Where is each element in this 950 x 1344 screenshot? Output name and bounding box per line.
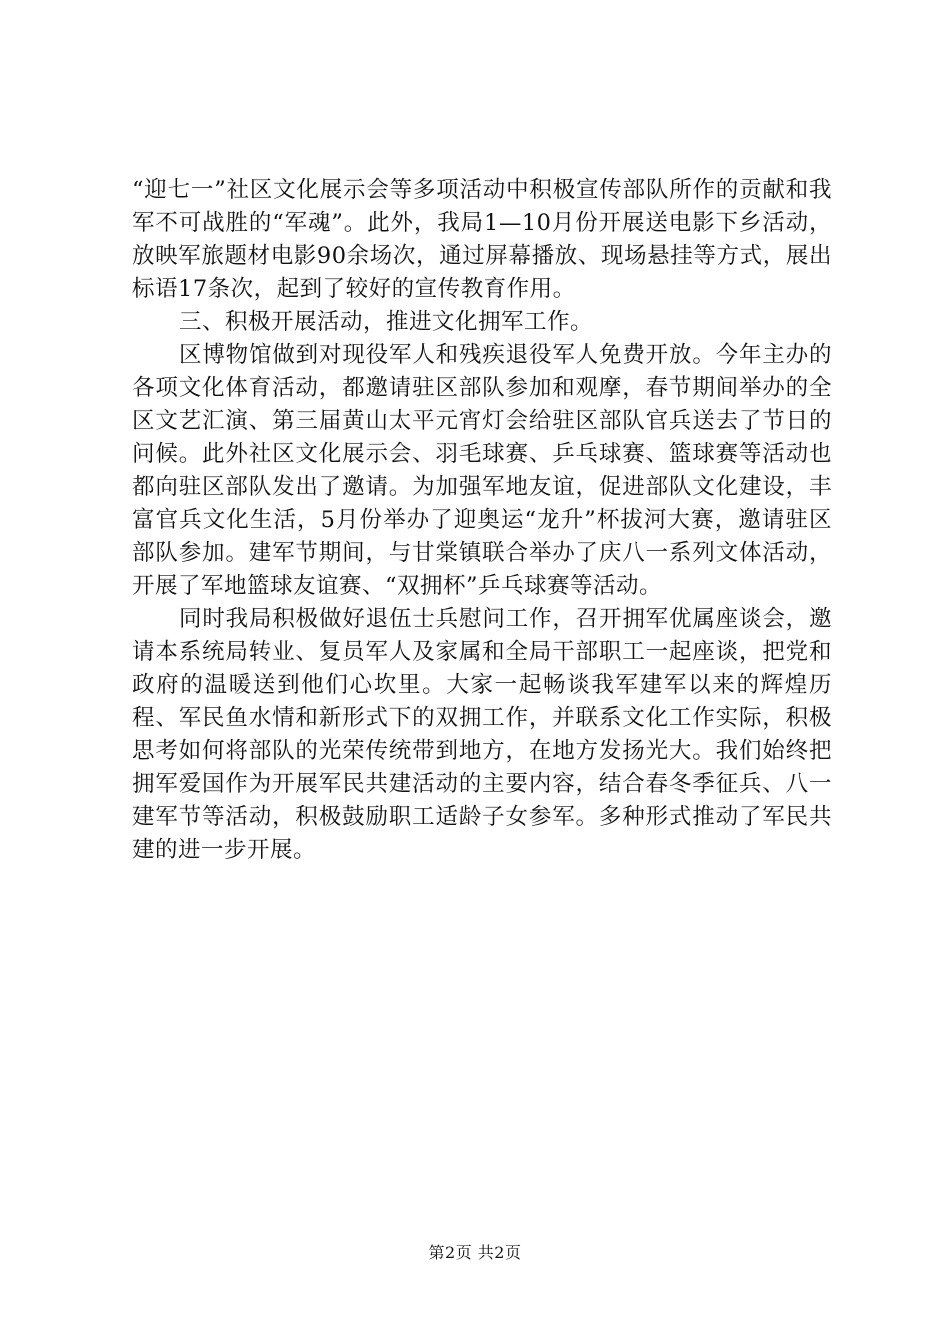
page-number-footer: 第2页 共2页 [428, 1243, 522, 1262]
section-heading: 三、积极开展活动，推进文化拥军工作。 [179, 309, 594, 335]
paragraph-veterans: 同时我局积极做好退伍士兵慰问工作，召开拥军优属座谈会，邀请本系统局转业、复员军人及家属和全局干部职工一起座谈，把党和政府的温暖送到他们心坎里。大家一起畅谈我军建军以来的辉煌历程、军民鱼水情和新形式下的双拥工作，并联系文化工作实际，积极思考如何将部队的光荣传统带到地方，在地方发扬光大。我们始终把拥军爱国作为开展军民共建活动的主要内容，结合春冬季征兵、八一建军节等活动，积极鼓励职工适龄子女参军。多种形式推动了军民共建的进一步开展。 [132, 606, 832, 863]
paragraph-continuation: “迎七一”社区文化展示会等多项活动中积极宣传部队所作的贡献和我军不可战胜的“军魂”。此外，我局1—10月份开展送电影下乡活动，放映军旅题材电影90余场次，通过屏幕播放、现场悬挂等方式，展出标语17条次，起到了较好的宣传教育作用。 [132, 177, 832, 302]
document-body [132, 174, 832, 867]
paragraph-activities: 区博物馆做到对现役军人和残疾退役军人免费开放。今年主办的各项文化体育活动，都邀请驻区部队参加和观摩，春节期间举办的全区文艺汇演、第三届黄山太平元宵灯会给驻区部队官兵送去了节日的问候。此外社区文化展示会、羽毛球赛、乒乓球赛、篮球赛等活动也都向驻区部队发出了邀请。为加强军地友谊，促进部队文化建设，丰富官兵文化生活，5月份举办了迎奥运“龙升”杯拔河大赛，邀请驻区部队参加。建军节期间，与甘棠镇联合举办了庆八一系列文体活动，开展了军地篮球友谊赛、“双拥杯”乒乓球赛等活动。 [132, 342, 832, 599]
